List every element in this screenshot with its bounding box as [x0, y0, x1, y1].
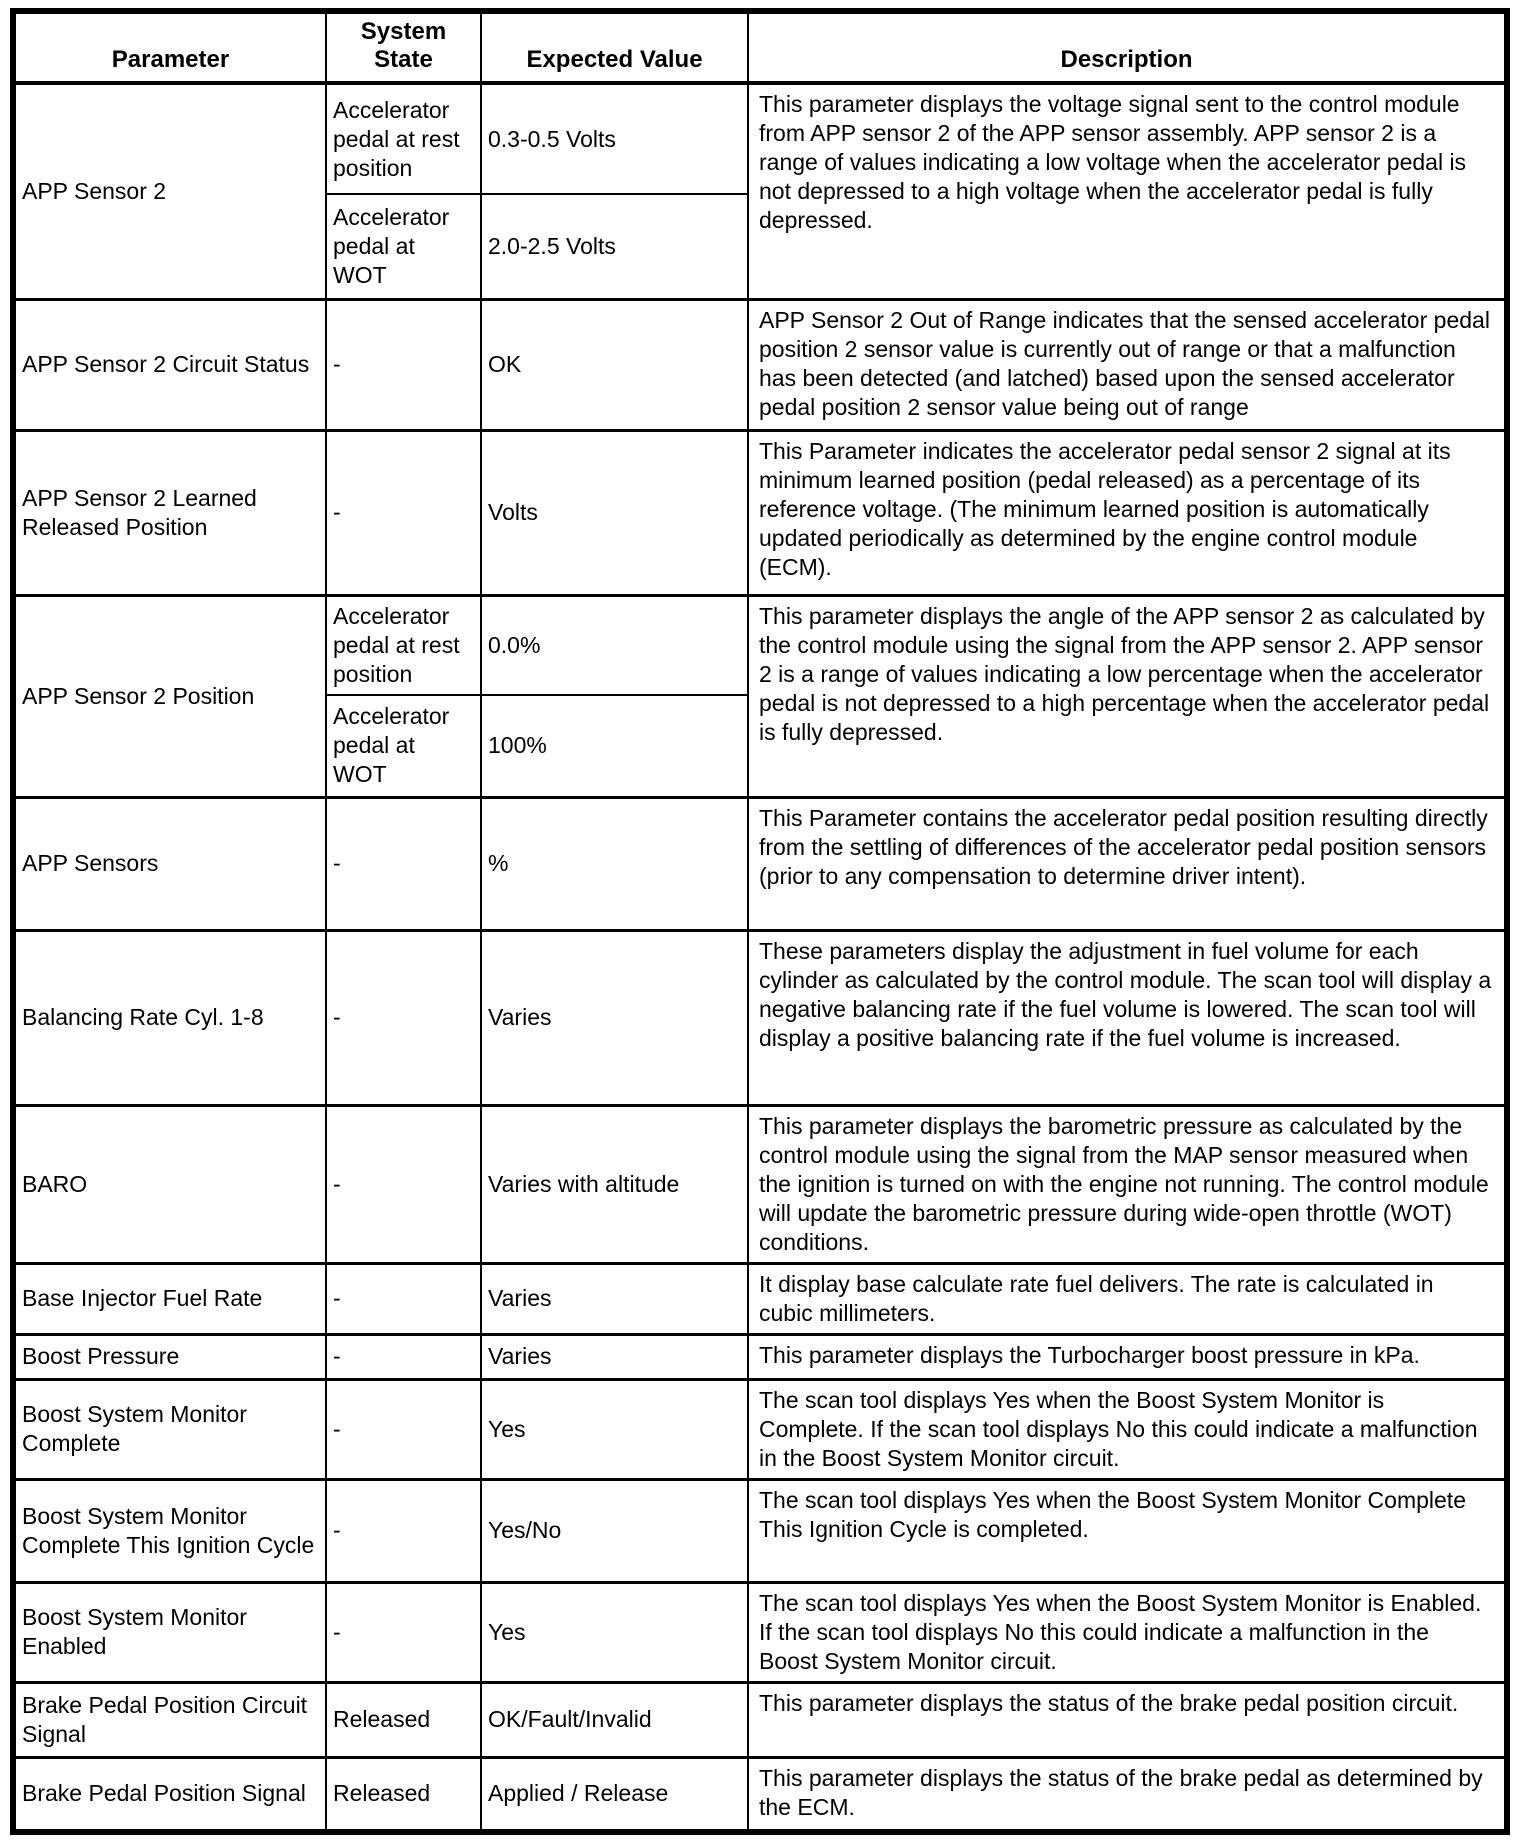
- header-row: [13, 11, 1507, 83]
- table-row: [13, 299, 1507, 430]
- table-row: [13, 1334, 1507, 1379]
- desc-cell: This Parameter contains the accelerator pedal position resulting directly from the settling of differences of the accelerator pedal position sensors (prior to any compensation to determine driver intent).: [748, 797, 1507, 930]
- table-row: [13, 83, 1507, 194]
- desc-cell: This parameter displays the status of the brake pedal as determined by the ECM.: [748, 1757, 1507, 1832]
- desc-cell: This Parameter indicates the accelerator pedal sensor 2 signal at its minimum learned position (pedal released) as a percentage of its reference voltage. (The minimum learned position is automatically updated periodically as determined by the engine control module (ECM).: [748, 430, 1507, 595]
- param-cell: Boost System Monitor Complete This Ignition Cycle: [13, 1479, 326, 1582]
- state-cell: -: [326, 797, 481, 930]
- col-header-expected-value: Expected Value: [481, 11, 748, 83]
- state-cell: -: [326, 1105, 481, 1263]
- table-row: [13, 1582, 1507, 1682]
- param-cell: Balancing Rate Cyl. 1-8: [13, 930, 326, 1105]
- param-cell: Brake Pedal Position Circuit Signal: [13, 1682, 326, 1757]
- param-cell: APP Sensor 2 Circuit Status: [13, 299, 326, 430]
- table-row: [13, 1105, 1507, 1263]
- param-cell: APP Sensor 2 Learned Released Position: [13, 430, 326, 595]
- table-row: [13, 797, 1507, 930]
- param-cell: Base Injector Fuel Rate: [13, 1263, 326, 1334]
- desc-cell: This parameter displays the voltage signal sent to the control module from APP sensor 2 of the APP sensor assembly. APP sensor 2 is a range of values indicating a low voltage when the accelerator pedal is not depressed to a high voltage when the accelerator pedal is fully depressed.: [748, 83, 1507, 299]
- state-cell: -: [326, 1582, 481, 1682]
- param-cell: Boost System Monitor Complete: [13, 1379, 326, 1479]
- state-cell: Accelerator pedal at rest position: [326, 83, 481, 194]
- param-cell: APP Sensors: [13, 797, 326, 930]
- state-cell: -: [326, 1479, 481, 1582]
- state-cell: -: [326, 1263, 481, 1334]
- table-row: [13, 1682, 1507, 1757]
- state-cell: Accelerator pedal at WOT: [326, 695, 481, 797]
- state-cell: -: [326, 430, 481, 595]
- state-cell: -: [326, 1379, 481, 1479]
- desc-cell: This parameter displays the Turbocharger boost pressure in kPa.: [748, 1334, 1507, 1379]
- table-row: [13, 1757, 1507, 1832]
- desc-cell: The scan tool displays Yes when the Boost System Monitor is Enabled. If the scan tool displays No this could indicate a malfunction in the Boost System Monitor circuit.: [748, 1582, 1507, 1682]
- state-cell: Released: [326, 1757, 481, 1832]
- value-cell: Volts: [481, 430, 748, 595]
- parameter-table: [10, 8, 1510, 1835]
- value-cell: Yes/No: [481, 1479, 748, 1582]
- value-cell: Varies: [481, 1334, 748, 1379]
- value-cell: Varies: [481, 1263, 748, 1334]
- state-cell: -: [326, 930, 481, 1105]
- value-cell: Varies: [481, 930, 748, 1105]
- value-cell: Yes: [481, 1379, 748, 1479]
- desc-cell: These parameters display the adjustment in fuel volume for each cylinder as calculated by the control module. The scan tool will display a negative balancing rate if the fuel volume is lowered. The scan tool will display a positive balancing rate if the fuel volume is increased.: [748, 930, 1507, 1105]
- value-cell: Yes: [481, 1582, 748, 1682]
- param-cell: APP Sensor 2 Position: [13, 595, 326, 797]
- state-cell: -: [326, 1334, 481, 1379]
- value-cell: OK: [481, 299, 748, 430]
- param-cell: Boost Pressure: [13, 1334, 326, 1379]
- desc-cell: This parameter displays the barometric pressure as calculated by the control module using the signal from the MAP sensor measured when the ignition is turned on with the engine not running. The control module will update the barometric pressure during wide-open throttle (WOT) conditions.: [748, 1105, 1507, 1263]
- table-row: [13, 1263, 1507, 1334]
- desc-cell: It display base calculate rate fuel delivers. The rate is calculated in cubic millimeters.: [748, 1263, 1507, 1334]
- desc-cell: This parameter displays the status of the brake pedal position circuit.: [748, 1682, 1507, 1757]
- state-cell: Accelerator pedal at rest position: [326, 595, 481, 695]
- table-row: [13, 1379, 1507, 1479]
- param-cell: Brake Pedal Position Signal: [13, 1757, 326, 1832]
- desc-cell: The scan tool displays Yes when the Boost System Monitor is Complete. If the scan tool displays No this could indicate a malfunction in the Boost System Monitor circuit.: [748, 1379, 1507, 1479]
- table-row: [13, 930, 1507, 1105]
- table-row: [13, 595, 1507, 695]
- value-cell: %: [481, 797, 748, 930]
- state-cell: Released: [326, 1682, 481, 1757]
- col-header-description: Description: [748, 11, 1507, 83]
- state-cell: Accelerator pedal at WOT: [326, 194, 481, 299]
- desc-cell: The scan tool displays Yes when the Boost System Monitor Complete This Ignition Cycle is completed.: [748, 1479, 1507, 1582]
- param-cell: Boost System Monitor Enabled: [13, 1582, 326, 1682]
- col-header-system-state: System State: [326, 11, 481, 83]
- value-cell: OK/Fault/Invalid: [481, 1682, 748, 1757]
- value-cell: 0.0%: [481, 595, 748, 695]
- value-cell: Varies with altitude: [481, 1105, 748, 1263]
- value-cell: 0.3-0.5 Volts: [481, 83, 748, 194]
- desc-cell: This parameter displays the angle of the APP sensor 2 as calculated by the control module using the signal from the APP sensor 2. APP sensor 2 is a range of values indicating a low percentage when the accelerator pedal is not depressed to a high percentage when the accelerator pedal is fully depressed.: [748, 595, 1507, 797]
- param-cell: BARO: [13, 1105, 326, 1263]
- param-cell: APP Sensor 2: [13, 83, 326, 299]
- table-row: [13, 1479, 1507, 1582]
- desc-cell: APP Sensor 2 Out of Range indicates that the sensed accelerator pedal position 2 sensor value is currently out of range or that a malfunction has been detected (and latched) based upon the sensed accelerator pedal position 2 sensor value being out of range: [748, 299, 1507, 430]
- state-cell: -: [326, 299, 481, 430]
- value-cell: Applied / Release: [481, 1757, 748, 1832]
- value-cell: 2.0-2.5 Volts: [481, 194, 748, 299]
- value-cell: 100%: [481, 695, 748, 797]
- table-row: [13, 430, 1507, 595]
- col-header-parameter: Parameter: [13, 11, 326, 83]
